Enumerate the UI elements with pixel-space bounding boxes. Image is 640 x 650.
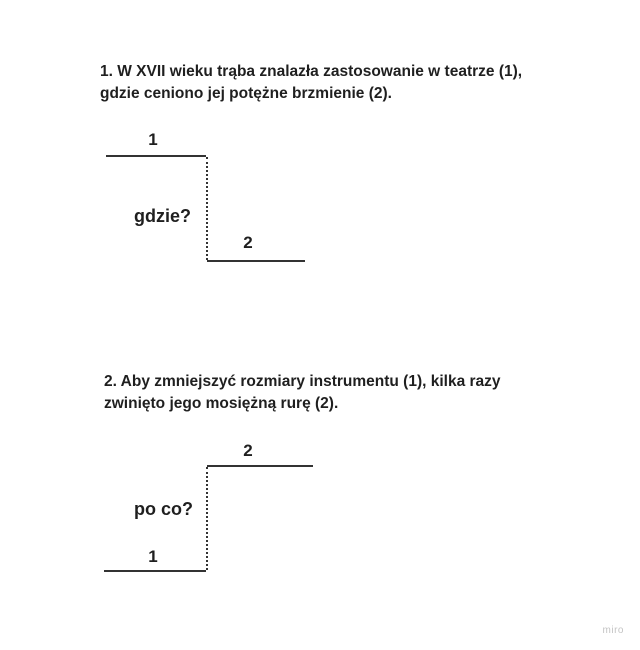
diagram-2-dotted-connector — [206, 467, 208, 570]
sentence-1 — [100, 61, 522, 105]
diagram-1-label-1: 1 — [148, 130, 158, 149]
diagram-2-label-2: 2 — [243, 441, 253, 460]
miro-watermark: miro — [602, 625, 624, 636]
sentence-1-line-2: gdzie ceniono jej potężne brzmienie (2). — [100, 85, 392, 102]
diagram-2-lower-line — [104, 570, 206, 572]
diagram-1-upper-line — [106, 155, 206, 157]
diagram-1-dotted-connector — [206, 157, 208, 260]
diagram-1-label-2: 2 — [243, 233, 253, 252]
sentence-2-line-2: zwinięto jego mosiężną rurę (2). — [104, 395, 339, 412]
diagram-1-question: gdzie? — [134, 206, 191, 226]
diagram-2-upper-line — [207, 465, 313, 467]
sentence-2-line-1: 2. Aby zmniejszyć rozmiary instrumentu (1), kilka razy — [104, 373, 501, 390]
sentence-1-line-1: 1. W XVII wieku trąba znalazła zastosowanie w teatrze (1), — [100, 63, 523, 80]
diagram-1-lower-line — [207, 260, 305, 262]
diagram-2-label-1: 1 — [148, 547, 158, 566]
diagram-2-question: po co? — [134, 499, 193, 519]
sentence-2 — [104, 371, 501, 415]
